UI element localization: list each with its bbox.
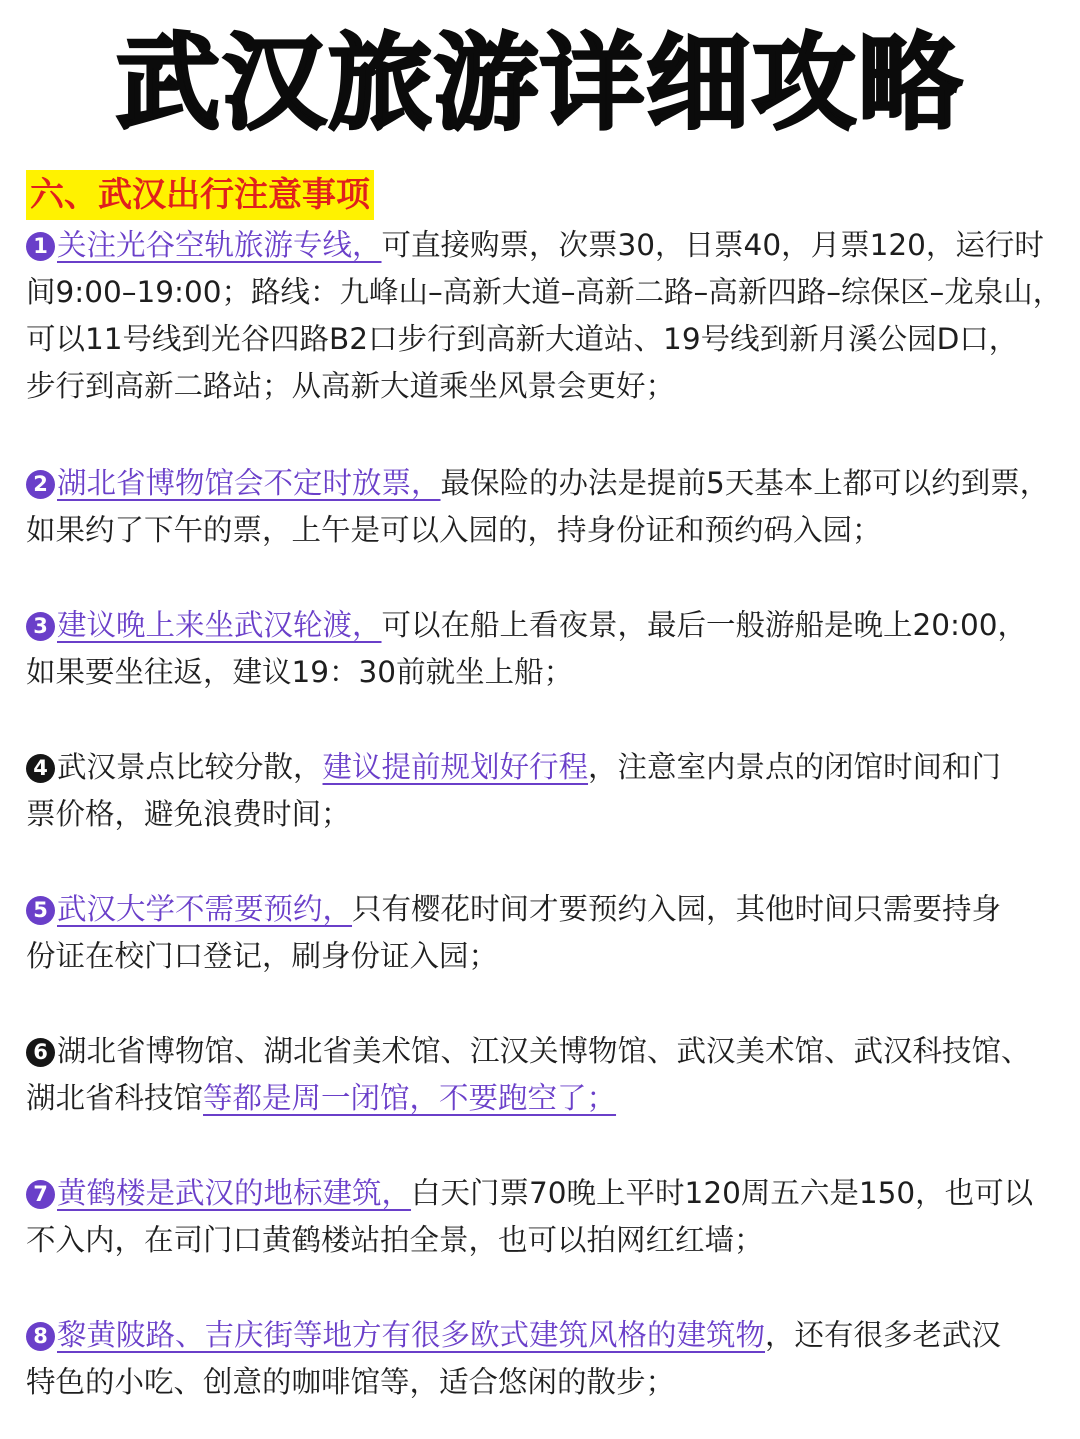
tip-line: 如果要坐往返，建议19：30前就坐上船；	[26, 655, 574, 689]
tip-line: 不入内，在司门口黄鹤楼站拍全景，也可以拍网红红墙；	[26, 1223, 764, 1257]
body-text: 最保险的办法是提前5天基本上都可以约到票，	[440, 466, 1050, 500]
tip-line: 如果约了下午的票，上午是可以入园的，持身份证和预约码入园；	[26, 513, 882, 547]
tip-line: 特色的小吃、创意的咖啡馆等，适合悠闲的散步；	[26, 1365, 676, 1399]
highlight-text: 黄鹤楼是武汉的地标建筑，	[57, 1176, 412, 1210]
tip-line: 份证在校门口登记，刷身份证入园；	[26, 939, 499, 973]
tip-line	[26, 460, 1066, 507]
tip-line	[26, 1170, 1066, 1217]
body-text: ，还有很多老武汉	[765, 1318, 1002, 1352]
highlight-text: 建议提前规划好行程	[322, 750, 589, 784]
tip-line	[26, 1075, 1066, 1122]
number-badge: 4	[26, 754, 55, 783]
body-text: ，注意室内景点的闭馆时间和门	[588, 750, 1002, 784]
highlight-text: 武汉大学不需要预约，	[57, 892, 353, 926]
number-badge: 3	[26, 612, 55, 641]
body-text: 白天门票70晚上平时120周五六是150，也可以	[411, 1176, 1034, 1210]
tip-line	[26, 886, 1066, 933]
highlight-text: 等都是周一闭馆，不要跑空了；	[203, 1081, 617, 1115]
tip-line: 可以11号线到光谷四路B2口步行到高新大道站、19号线到新月溪公园D口，	[26, 322, 1019, 356]
body-text: 可直接购票，次票30，日票40，月票120，运行时	[381, 228, 1044, 262]
body-text: 湖北省科技馆	[26, 1081, 204, 1115]
tip-line	[26, 1028, 1066, 1075]
tip-line	[26, 1312, 1066, 1359]
tip-line: 步行到高新二路站；从高新大道乘坐风景会更好；	[26, 369, 676, 403]
tip-item-5	[26, 886, 1066, 980]
body-text: 武汉景点比较分散，	[57, 750, 323, 784]
tip-item-7	[26, 1170, 1066, 1264]
highlight-text: 黎黄陂路、吉庆街等地方有很多欧式建筑风格的建筑物	[57, 1318, 766, 1352]
tip-line: 间9:00–19:00；路线：九峰山–高新大道–高新二路–高新四路–综保区–龙泉山，	[26, 275, 1063, 309]
body-text: 湖北省博物馆、湖北省美术馆、江汉关博物馆、武汉美术馆、武汉科技馆、	[57, 1034, 1031, 1068]
number-badge: 8	[26, 1322, 55, 1351]
tip-line: 票价格，避免浪费时间；	[26, 797, 351, 831]
number-badge: 5	[26, 896, 55, 925]
number-badge: 1	[26, 232, 55, 261]
section-heading: 六、武汉出行注意事项	[26, 170, 374, 220]
tip-line	[26, 602, 1066, 649]
tip-item-8	[26, 1312, 1066, 1406]
number-badge: 2	[26, 470, 55, 499]
tip-item-3	[26, 602, 1066, 696]
tip-line	[26, 222, 1066, 269]
tip-item-4	[26, 744, 1066, 838]
tip-item-1	[26, 222, 1066, 410]
tip-item-2	[26, 460, 1066, 554]
body-text: 只有樱花时间才要预约入园，其他时间只需要持身	[352, 892, 1002, 926]
tip-item-6	[26, 1028, 1066, 1122]
number-badge: 6	[26, 1038, 55, 1067]
page-title: 武汉旅游详细攻略	[115, 22, 964, 144]
body-text: 可以在船上看夜景，最后一般游船是晚上20:00，	[381, 608, 1028, 642]
highlight-text: 湖北省博物馆会不定时放票，	[57, 466, 441, 500]
number-badge: 7	[26, 1180, 55, 1209]
highlight-text: 关注光谷空轨旅游专线，	[57, 228, 382, 262]
highlight-text: 建议晚上来坐武汉轮渡，	[57, 608, 382, 642]
tip-line	[26, 744, 1066, 791]
